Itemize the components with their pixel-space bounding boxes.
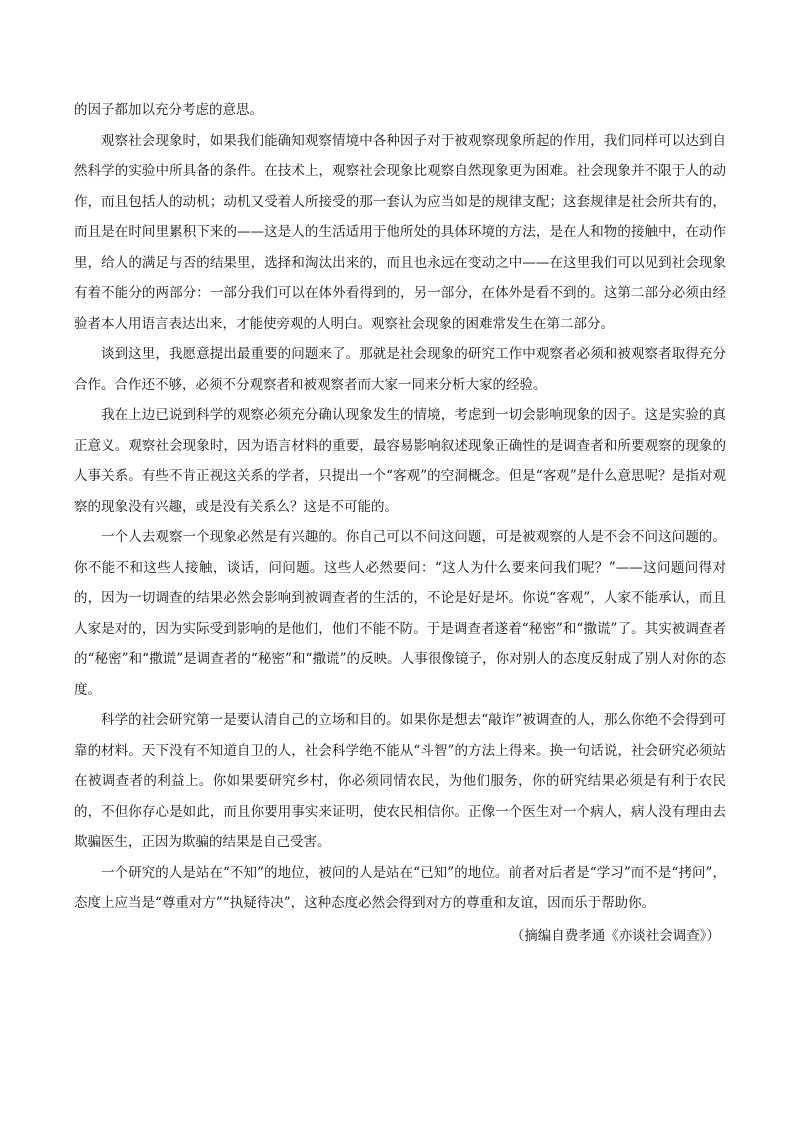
source-citation: （摘编自费孝通《亦谈社会调查》）: [510, 927, 720, 944]
paragraph: 科学的社会研究第一是要认清自己的立场和目的。如果你是想去“敲诈”被调查的人，那么你绝不会得到可靠的材料。天下没有不知道自卫的人，社会科学绝不能从“斗智”的方法上得来。换一句话说，社会研究必须站在被调查者的利益上。你如果要研究乡村，你必须同情农民，为他们服务，你的研究结果必须是有利于农民的，不但你存心是如此，而且你要用事实来证明，使农民相信你。正像一个医生对一个病人，病人没有理由去欺骗医生，正因为欺骗的结果是自己受害。: [74, 712, 726, 850]
paragraph-continuation: 的因子都加以充分考虑的意思。: [74, 102, 263, 118]
paragraph: 一个人去观察一个现象必然是有兴趣的。你自己可以不问这问题，可是被观察的人是不会不问这问题的。你不能不和这些人接触，谈话，问问题。这些人必然要问：“这人为什么要来问我们呢？”——这问题问得对的，因为一切调查的结果必然会影响到被调查者的生活的，不论是好是坏。你说“客观”，人家不能承认，而且人家是对的，因为实际受到影响的是他们，他们不能不防。于是调查者遂着“秘密”和“撒谎”了。其实被调查者的“秘密”和“撒谎”是调查者的“秘密”和“撒谎”的反映。人事很像镜子，你对别人的态度反射成了别人对你的态度。: [74, 529, 726, 698]
paragraph: 谈到这里，我愿意提出最重要的问题来了。那就是社会现象的研究工作中观察者必须和被观察者取得充分合作。合作还不够，必须不分观察者和被观察者而大家一同来分析大家的经验。: [74, 346, 726, 393]
paragraph: 我在上边已说到科学的观察必须充分确认现象发生的情境，考虑到一切会影响现象的因子。这是实验的真正意义。观察社会现象时，因为语言材料的重要，最容易影响叙述现象正确性的是调查者和所要观察的现象的人事关系。有些不肯正视这关系的学者，只提出一个“客观”的空洞概念。但是“客观”是什么意思呢？是指对观察的现象没有兴趣，或是没有关系么？这是不可能的。: [74, 407, 726, 515]
paragraph: 观察社会现象时，如果我们能确知观察情境中各种因子对于被观察现象所起的作用，我们同样可以达到自然科学的实验中所具备的条件。在技术上，观察社会现象比观察自然现象更为困难。社会现象并不限于人的动作，而且包括人的动机；动机又受着人所接受的那一套认为应当如是的规律支配；这套规律是社会所共有的，而且是在时间里累积下来的——这是人的生活适用于他所处的具体环境的方法，是在人和物的接触中，在动作里，给人的满足与否的结果里，选择和淘汰出来的，而且也永远在变动之中——在这里我们可以见到社会现象有着不能分的两部分：一部分我们可以在体外看得到的，另一部分，在体外是看不到的。这第二部分必须由经验者本人用语言表达出来，才能使旁观的人明白。观察社会现象的困难常发生在第二部分。: [74, 132, 726, 332]
paragraph: 一个研究的人是站在“不知”的地位，被问的人是站在“已知”的地位。前者对后者是“学习”而不是“拷问”，态度上应当是“尊重对方”“执疑待决”，这种态度必然会得到对方的尊重和友谊，因而乐于帮助你。: [74, 864, 726, 911]
document-body: [74, 95, 726, 951]
